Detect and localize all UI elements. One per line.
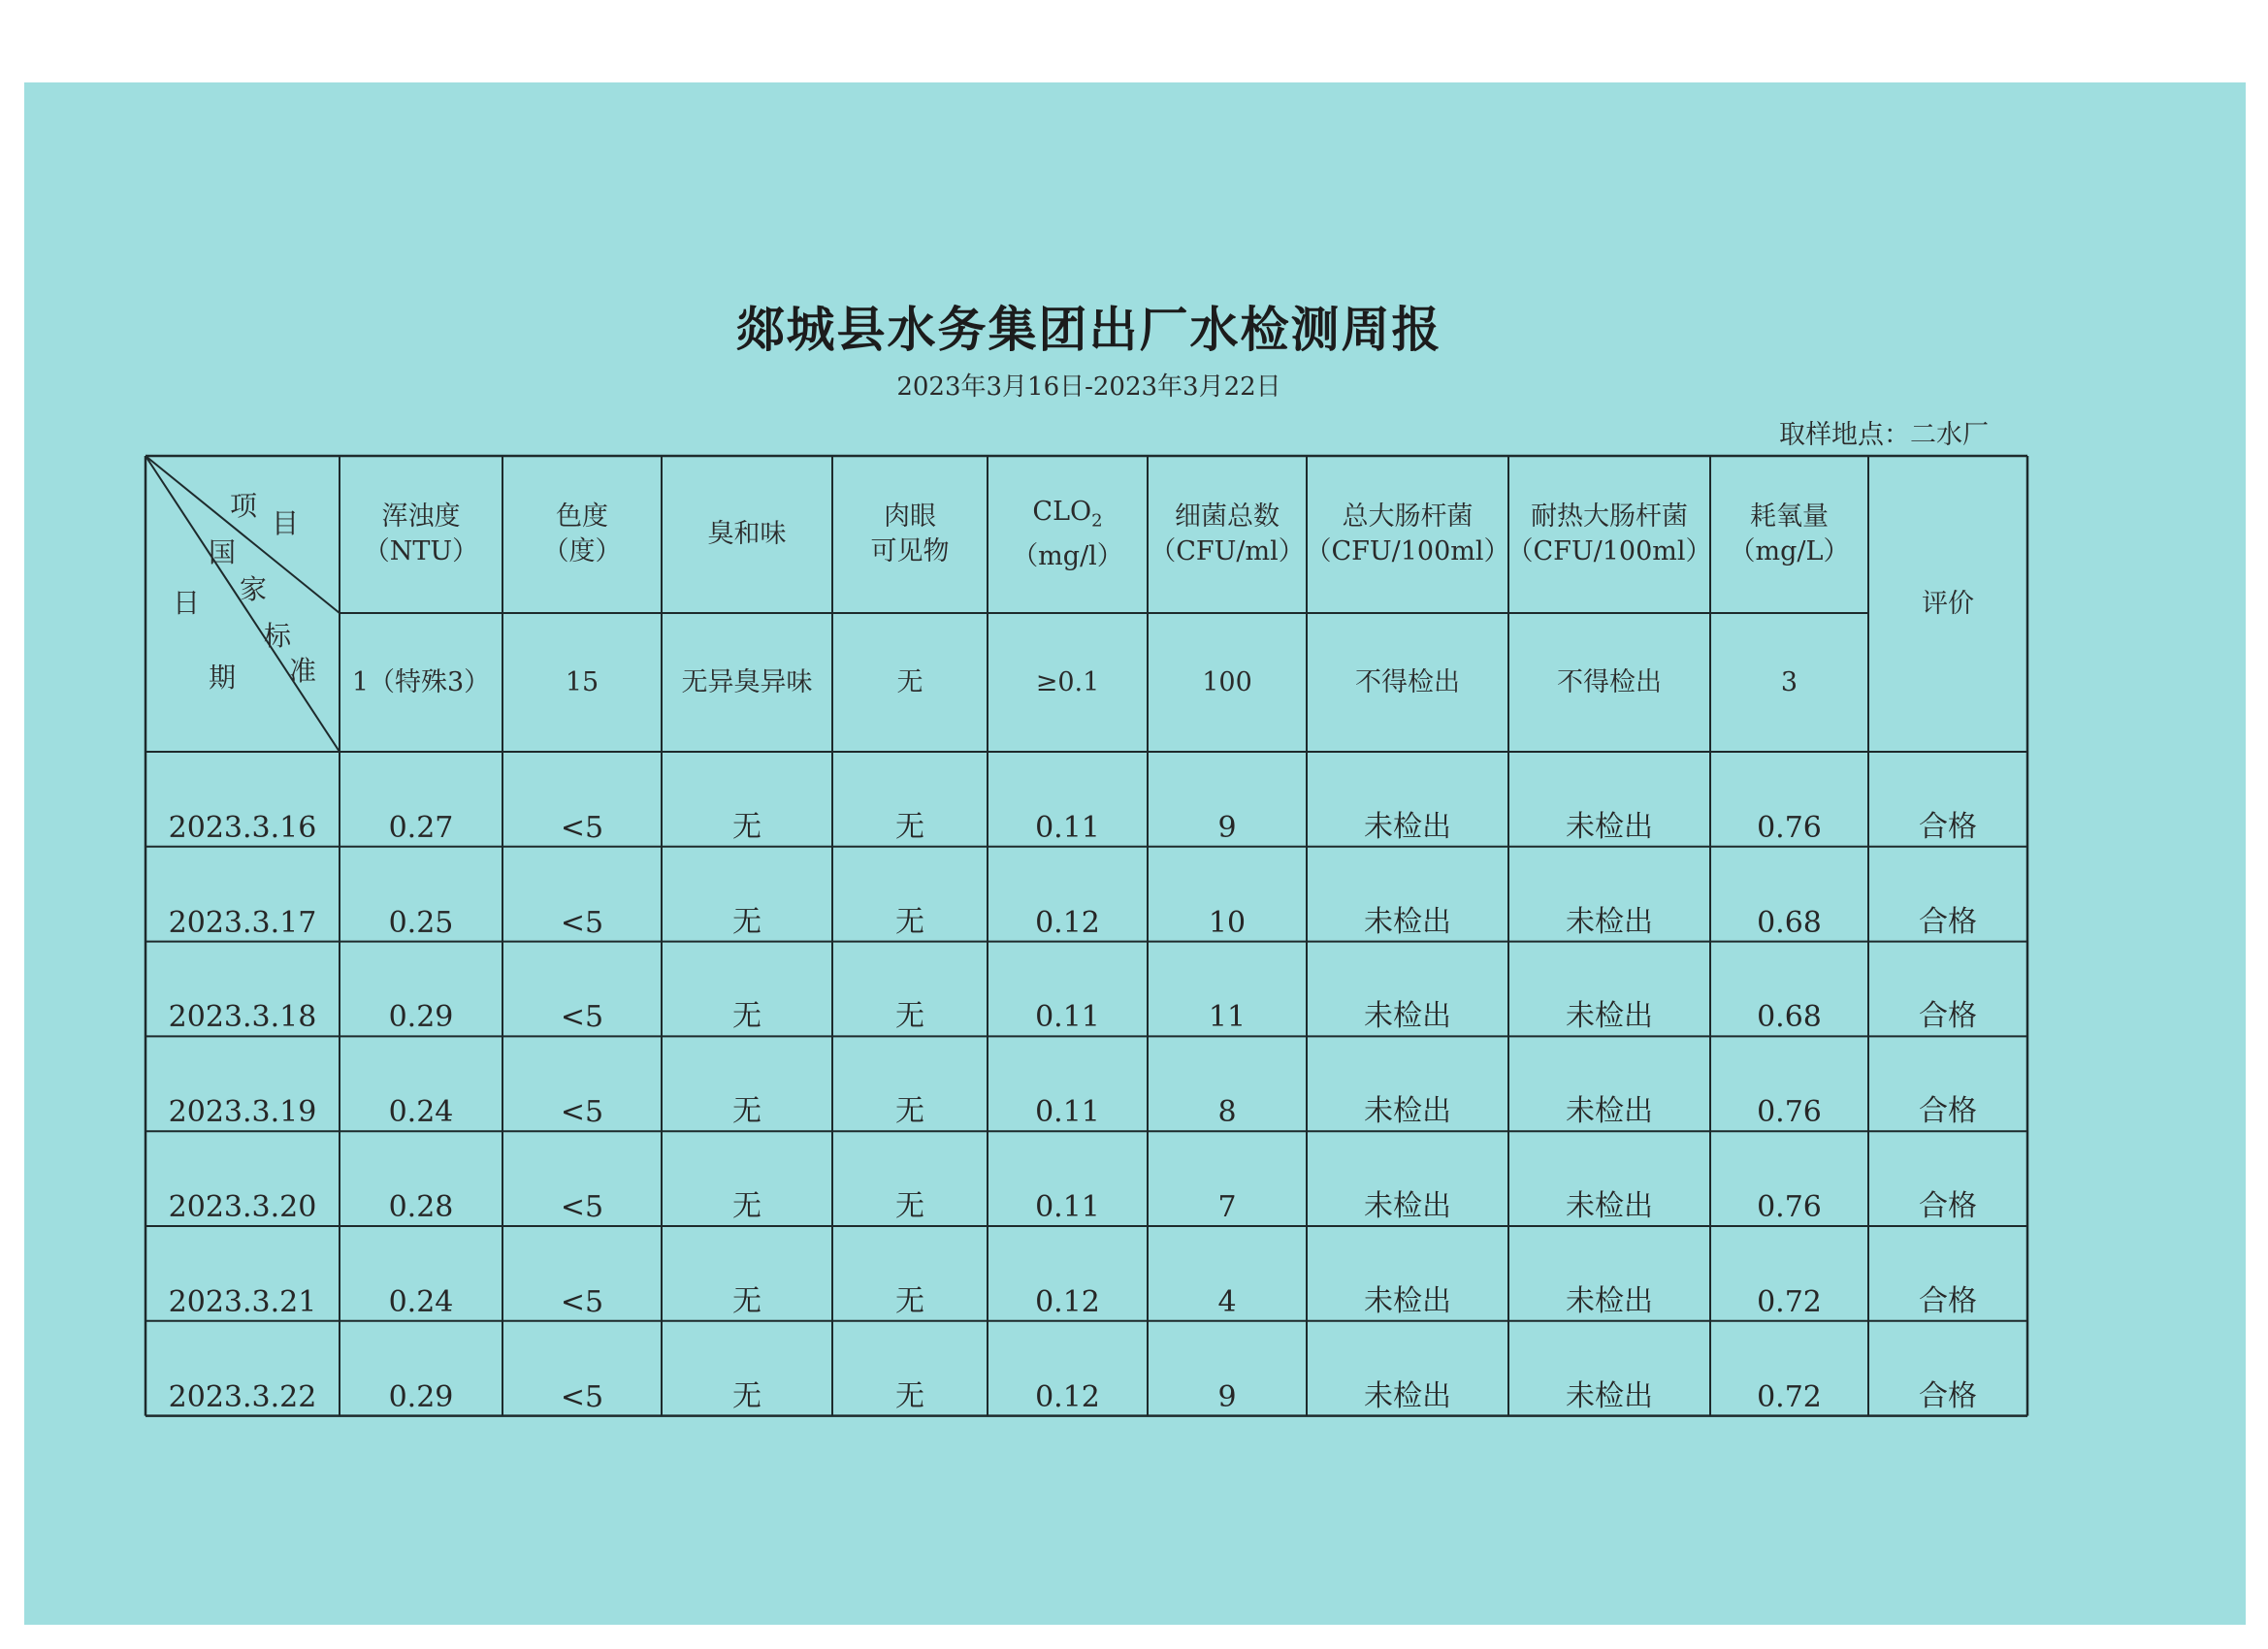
- value-text: 11: [1208, 1000, 1247, 1035]
- header-name: 臭和味: [707, 519, 787, 549]
- column-header: [1148, 456, 1307, 613]
- row-value: [1710, 1036, 1868, 1131]
- header-unit: （CFU/100ml）: [1507, 536, 1712, 566]
- column-header: [1307, 456, 1508, 613]
- row-value: [340, 847, 502, 942]
- row-value: [662, 1321, 832, 1416]
- row-value: [1710, 752, 1868, 847]
- row-value: [502, 847, 662, 942]
- row-value: [502, 942, 662, 1037]
- row-value: [340, 1131, 502, 1226]
- row-date: [146, 1131, 340, 1226]
- sampling-location: 取样地点：二水厂: [1779, 420, 1989, 450]
- row-value: [832, 1226, 988, 1321]
- row-value: [502, 1226, 662, 1321]
- row-value: [502, 752, 662, 847]
- row-value: [662, 1131, 832, 1226]
- value-text: 9: [1217, 810, 1237, 845]
- date-text: 2023.3.20: [168, 1189, 317, 1224]
- value-text: 未检出: [1364, 1378, 1451, 1413]
- row-value: [1148, 1226, 1307, 1321]
- corner-standard-char: 国: [209, 536, 237, 568]
- column-header: [832, 456, 988, 613]
- row-value: [1508, 1036, 1710, 1131]
- standard-value: [1710, 613, 1868, 752]
- standard-value: [340, 613, 502, 752]
- row-value: [1307, 847, 1508, 942]
- value-text: 未检出: [1364, 999, 1451, 1034]
- row-value: [1307, 752, 1508, 847]
- value-text: 0.27: [388, 810, 454, 845]
- column-header: [1710, 456, 1868, 613]
- report-title: 郯城县水务集团出厂水检测周报: [735, 302, 1442, 358]
- row-value: [832, 1321, 988, 1416]
- row-value: [988, 942, 1148, 1037]
- row-date: [146, 1226, 340, 1321]
- value-text: 4: [1217, 1284, 1237, 1319]
- result-text: 合格: [1919, 1188, 1977, 1223]
- value-text: 0.11: [1035, 1189, 1100, 1224]
- row-result: [1868, 1036, 2027, 1131]
- row-value: [1710, 1131, 1868, 1226]
- standard-text: 100: [1202, 666, 1252, 697]
- row-value: [1307, 1226, 1508, 1321]
- value-text: 0.76: [1757, 1095, 1822, 1130]
- row-value: [1307, 1321, 1508, 1416]
- header-name: 色度: [556, 501, 608, 532]
- value-text: 0.11: [1035, 810, 1100, 845]
- value-text: 无: [732, 1188, 761, 1223]
- row-value: [1710, 847, 1868, 942]
- value-text: 未检出: [1566, 1378, 1653, 1413]
- corner-item-char: 项: [230, 490, 258, 522]
- value-text: 未检出: [1364, 904, 1451, 939]
- value-text: <5: [560, 1379, 604, 1414]
- value-text: 0.11: [1035, 1000, 1100, 1035]
- date-text: 2023.3.19: [168, 1095, 317, 1130]
- row-result: [1868, 1226, 2027, 1321]
- row-value: [1307, 942, 1508, 1037]
- row-result: [1868, 1131, 2027, 1226]
- corner-standard-char: 准: [289, 655, 317, 687]
- row-value: [988, 1321, 1148, 1416]
- value-text: <5: [560, 1000, 604, 1035]
- value-text: 0.11: [1035, 1095, 1100, 1130]
- row-value: [1148, 1321, 1307, 1416]
- row-value: [1710, 1226, 1868, 1321]
- row-date: [146, 942, 340, 1037]
- standard-value: [662, 613, 832, 752]
- standard-value: [502, 613, 662, 752]
- row-value: [988, 752, 1148, 847]
- row-value: [340, 942, 502, 1037]
- value-text: 9: [1217, 1379, 1237, 1414]
- header-name: 肉眼: [884, 501, 936, 532]
- value-text: 0.76: [1757, 810, 1822, 845]
- standard-text: 无: [896, 666, 923, 697]
- header-name: 浑浊度: [381, 501, 461, 532]
- row-value: [1148, 1131, 1307, 1226]
- standard-value: [1307, 613, 1508, 752]
- value-text: 未检出: [1364, 1094, 1451, 1129]
- standard-text: 不得检出: [1355, 666, 1460, 697]
- row-result: [1868, 942, 2027, 1037]
- row-date: [146, 752, 340, 847]
- value-text: 0.24: [388, 1095, 454, 1130]
- value-text: <5: [560, 1189, 604, 1224]
- value-text: 未检出: [1566, 1188, 1653, 1223]
- value-text: 未检出: [1364, 1283, 1451, 1318]
- row-value: [1710, 942, 1868, 1037]
- value-text: 0.12: [1035, 1284, 1100, 1319]
- row-value: [662, 752, 832, 847]
- result-text: 合格: [1919, 1378, 1977, 1413]
- value-text: 未检出: [1364, 809, 1451, 844]
- value-text: 0.72: [1757, 1379, 1822, 1414]
- row-value: [988, 1131, 1148, 1226]
- header-name: 耐热大肠杆菌: [1531, 501, 1688, 532]
- date-text: 2023.3.22: [168, 1379, 317, 1414]
- row-value: [988, 1226, 1148, 1321]
- row-value: [988, 1036, 1148, 1131]
- row-value: [1508, 752, 1710, 847]
- column-header: [340, 456, 502, 613]
- row-value: [1508, 1321, 1710, 1416]
- header-name: 总大肠杆菌: [1342, 501, 1474, 532]
- value-text: 无: [732, 1094, 761, 1129]
- row-value: [662, 1036, 832, 1131]
- row-date: [146, 847, 340, 942]
- row-date: [146, 1036, 340, 1131]
- value-text: 0.72: [1757, 1284, 1822, 1319]
- value-text: 无: [895, 999, 924, 1034]
- header-name: 耗氧量: [1750, 501, 1829, 532]
- result-text: 合格: [1919, 1094, 1977, 1129]
- row-value: [1710, 1321, 1868, 1416]
- standard-text: 不得检出: [1557, 666, 1662, 697]
- row-value: [1508, 847, 1710, 942]
- standard-text: 无异臭异味: [681, 666, 813, 697]
- row-value: [502, 1131, 662, 1226]
- value-text: 无: [895, 904, 924, 939]
- row-value: [1148, 752, 1307, 847]
- value-text: 未检出: [1566, 999, 1653, 1034]
- row-value: [832, 752, 988, 847]
- value-text: 0.24: [388, 1284, 454, 1319]
- value-text: 10: [1208, 905, 1247, 940]
- row-value: [662, 847, 832, 942]
- column-header: [1508, 456, 1710, 613]
- value-text: 0.29: [388, 1379, 454, 1414]
- standard-value: [832, 613, 988, 752]
- value-text: 无: [895, 809, 924, 844]
- value-text: 无: [732, 1283, 761, 1318]
- header-unit: （CFU/100ml）: [1305, 536, 1510, 566]
- corner-date-char: 日: [173, 587, 201, 619]
- value-text: 未检出: [1566, 904, 1653, 939]
- value-text: 无: [732, 809, 761, 844]
- row-value: [662, 942, 832, 1037]
- row-value: [340, 1226, 502, 1321]
- corner-standard-char: 家: [240, 573, 268, 605]
- column-header: [662, 456, 832, 613]
- value-text: 0.12: [1035, 1379, 1100, 1414]
- value-text: 无: [732, 904, 761, 939]
- header-name: 细菌总数: [1175, 501, 1280, 532]
- header-unit: （CFU/ml）: [1150, 536, 1305, 566]
- header-name: $CLO_2$: [1032, 497, 1103, 532]
- row-value: [340, 1036, 502, 1131]
- date-text: 2023.3.17: [168, 905, 317, 940]
- corner-date-char: 期: [209, 662, 237, 694]
- standard-value: [1508, 613, 1710, 752]
- header-unit: （度）: [542, 536, 622, 566]
- row-result: [1868, 1321, 2027, 1416]
- value-text: 0.28: [388, 1189, 454, 1224]
- row-value: [1148, 847, 1307, 942]
- report-period: 2023年3月16日-2023年3月22日: [896, 372, 1281, 402]
- row-value: [340, 1321, 502, 1416]
- value-text: 0.76: [1757, 1189, 1822, 1224]
- standard-text: 1（特殊3）: [351, 666, 491, 697]
- header-subscript: 2: [1091, 510, 1103, 532]
- row-value: [502, 1036, 662, 1131]
- value-text: <5: [560, 1095, 604, 1130]
- value-text: 无: [732, 1378, 761, 1413]
- value-text: 0.68: [1757, 1000, 1822, 1035]
- value-text: 0.29: [388, 1000, 454, 1035]
- value-text: 未检出: [1364, 1188, 1451, 1223]
- result-text: 合格: [1919, 809, 1977, 844]
- value-text: 无: [895, 1283, 924, 1318]
- date-text: 2023.3.21: [168, 1284, 317, 1319]
- row-value: [988, 847, 1148, 942]
- row-value: [340, 752, 502, 847]
- row-value: [502, 1321, 662, 1416]
- header-unit: （mg/l）: [1012, 540, 1123, 571]
- row-date: [146, 1321, 340, 1416]
- row-value: [1508, 942, 1710, 1037]
- result-text: 合格: [1919, 904, 1977, 939]
- column-header: [502, 456, 662, 613]
- standard-text: ≥0.1: [1035, 666, 1100, 697]
- value-text: 0.25: [388, 905, 454, 940]
- value-text: 未检出: [1566, 1094, 1653, 1129]
- row-result: [1868, 847, 2027, 942]
- row-result: [1868, 752, 2027, 847]
- value-text: 8: [1217, 1095, 1237, 1130]
- corner-item-char: 目: [272, 507, 300, 539]
- value-text: 7: [1217, 1189, 1237, 1224]
- standard-text: 3: [1780, 666, 1798, 697]
- header-unit: （NTU）: [363, 536, 479, 566]
- header-unit: 可见物: [870, 536, 950, 566]
- value-text: 0.12: [1035, 905, 1100, 940]
- row-value: [662, 1226, 832, 1321]
- row-value: [1148, 942, 1307, 1037]
- result-text: 合格: [1919, 1283, 1977, 1318]
- result-text: 合格: [1919, 999, 1977, 1034]
- row-value: [832, 847, 988, 942]
- value-text: 未检出: [1566, 809, 1653, 844]
- value-text: <5: [560, 810, 604, 845]
- date-text: 2023.3.16: [168, 810, 317, 845]
- column-header: [988, 456, 1148, 613]
- value-text: 0.68: [1757, 905, 1822, 940]
- row-value: [1508, 1226, 1710, 1321]
- value-text: <5: [560, 1284, 604, 1319]
- value-text: <5: [560, 905, 604, 940]
- standard-text: 15: [565, 666, 599, 697]
- row-value: [832, 1036, 988, 1131]
- date-text: 2023.3.18: [168, 1000, 317, 1035]
- value-text: 无: [895, 1378, 924, 1413]
- row-value: [1508, 1131, 1710, 1226]
- row-value: [1307, 1131, 1508, 1226]
- corner-standard-char: 标: [264, 620, 292, 652]
- row-value: [1307, 1036, 1508, 1131]
- header-unit: （mg/L）: [1729, 536, 1850, 566]
- row-value: [832, 1131, 988, 1226]
- evaluation-header-label: 评价: [1922, 588, 1974, 619]
- value-text: 未检出: [1566, 1283, 1653, 1318]
- row-value: [832, 942, 988, 1037]
- value-text: 无: [732, 999, 761, 1034]
- standard-value: [988, 613, 1148, 752]
- value-text: 无: [895, 1094, 924, 1129]
- evaluation-header: [1868, 456, 2027, 752]
- value-text: 无: [895, 1188, 924, 1223]
- standard-value: [1148, 613, 1307, 752]
- row-value: [1148, 1036, 1307, 1131]
